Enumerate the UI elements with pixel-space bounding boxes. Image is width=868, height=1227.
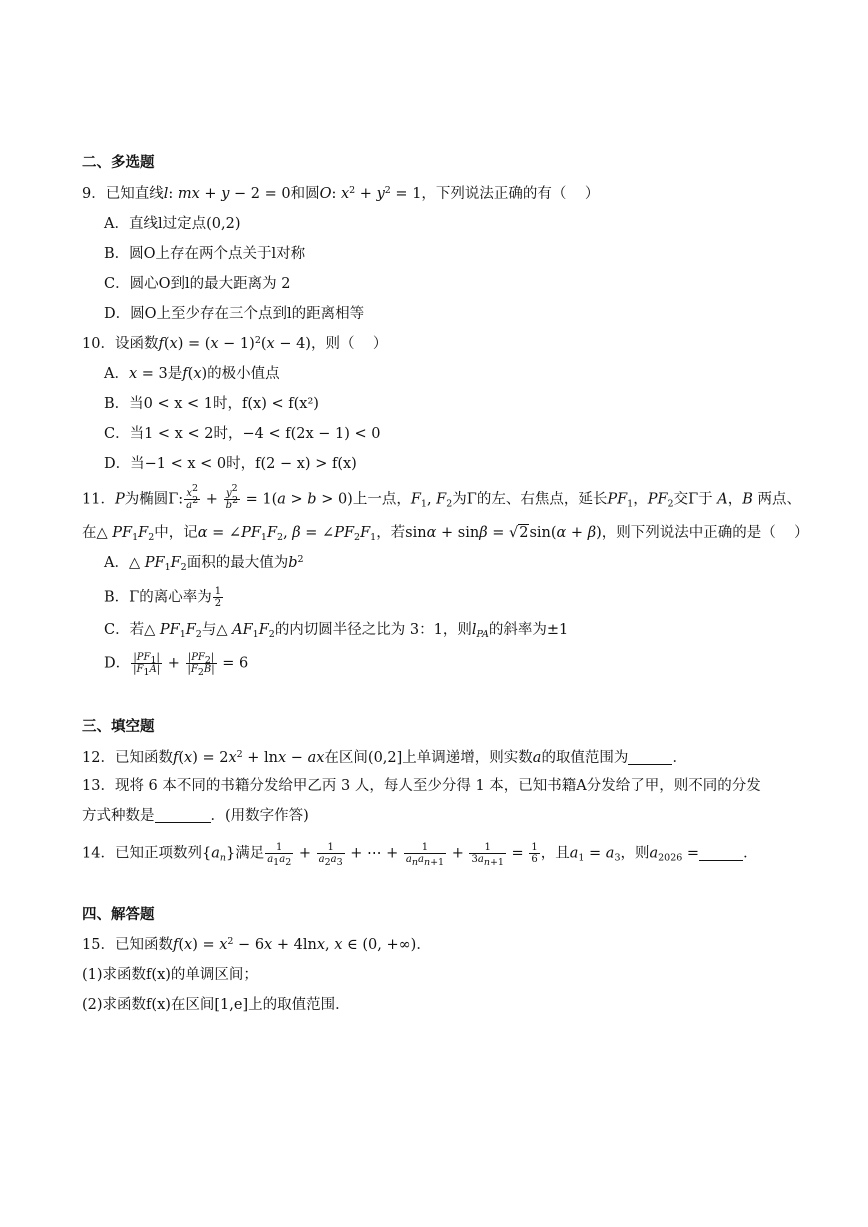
question-15-part-2: (2)求函数f(x)在区间[1,e]上的取值范围． [82, 997, 350, 1013]
question-13-number: 13． [82, 778, 115, 794]
question-11-stem-line-2: 在△ $PF_1F_2$中，记$\alpha = \angle PF_1F_2$, $\beta = \angle PF_2F_1$，若sinα + sinβ = √2sin(α + β)，则下列说法中正确的是（ ） [82, 525, 809, 543]
question-9-number: 9． [82, 186, 106, 202]
question-13-text: 现将 6 本不同的书籍分发给甲乙丙 3 人，每人至少分得 1 本，已知书籍A分发给了甲，则不同的分发 [114, 778, 761, 794]
question-10-option-d: D．当−1 < x < 0时，f(2 − x) > f(x) [104, 456, 357, 472]
question-11-option-c: C．若△ $PF_1F_2$与△ $AF_1F_2$的内切圆半径之比为 3：1，则$l_{PA}$的斜率为±1 [104, 622, 569, 640]
question-12-number: 12． [82, 750, 115, 766]
question-11-option-a: A．△ $PF_1F_2$面积的最大值为$b^2$ [104, 554, 304, 573]
section-heading-multiple-choice: 二、多选题 [82, 155, 155, 171]
question-13-text-pre: 方式种数是 [82, 808, 155, 824]
section-heading-fill-in: 三、填空题 [82, 719, 155, 735]
question-9-option-b: B．圆O上存在两个点关于l对称 [104, 246, 306, 262]
answer-blank[interactable] [155, 808, 211, 823]
question-12-stem: 12．已知函数$f(x) = 2x^2 + \ln x$ − ax在区间(0,2]上单调递增，则实数a的取值范围为 ． [82, 749, 687, 766]
question-15-stem: 15．已知函数$f(x) = x^2 - 6x + 4\ln x$, x ∈ (0, +∞)． [82, 936, 431, 953]
question-13-line-1 [82, 776, 761, 796]
question-9-option-a: A．直线l过定点(0,2) [104, 216, 241, 232]
question-11-option-d: D． $\frac{|PF_1|}{|F_1A|}$ + $\frac{|PF_2|}{|F_2B|}$ = 6 [104, 652, 249, 678]
question-10-stem: 10．设函数$f(x) = (x - 1)^2(x - 4)$，则（ ） [82, 335, 388, 352]
question-10-number: 10． [82, 336, 115, 352]
question-9-option-c: C．圆心O到l的最大距离为 2 [104, 276, 291, 292]
question-9-stem: 9．已知直线l: mx + y − 2 = 0和圆O: $x^2 + y^2 = 1$，下列说法正确的有（ ） [82, 185, 600, 202]
question-10-option-a: A．x = 3是f(x)的极小值点 [104, 366, 280, 382]
answer-blank[interactable] [628, 750, 672, 765]
question-13-text-post: ．(用数字作答) [210, 808, 309, 824]
question-9-option-d: D．圆O上至少存在三个点到l的距离相等 [104, 306, 365, 322]
question-15-part-1: (1)求函数f(x)的单调区间； [82, 967, 258, 983]
question-11-stem-line-1: 11．P为椭圆Γ: $\frac{x^2}{a^2}$ + $\frac{y^2}{b^2}$ = 1(a > b > 0)上一点，$F_1$, $F_2$为Γ的左、右焦点，延长$PF_1$，$PF_2$交Γ于 A，B 两点、 [82, 483, 802, 511]
question-11-number: 11． [82, 491, 115, 508]
question-15-number: 15． [82, 937, 115, 953]
answer-blank[interactable] [699, 846, 743, 861]
question-10-option-b: B．当0 < x < 1时，f(x) < f(x²) [104, 396, 319, 412]
question-13-line-2 [82, 806, 309, 826]
question-11-option-b: B．Γ的离心率为 $\frac{1}{2}$ [104, 586, 222, 609]
question-14-number: 14． [82, 845, 115, 862]
question-10-option-c: C．当1 < x < 2时，−4 < f(2x − 1) < 0 [104, 426, 381, 442]
question-14-stem: 14．已知正项数列$\{a_n\}$满足 $\frac{1}{a_1a_2}$ + $\frac{1}{a_2a_3}$ + ⋯ + $\frac{1}{a_na_{n+1}}$ + $\frac{1}{3a_{n+1}}$ = $\frac{1}{6}$ ，且$a_1 = a_3$，则$a_{2026}$ = ． [82, 842, 758, 868]
section-heading-answer: 四、解答题 [82, 907, 155, 923]
